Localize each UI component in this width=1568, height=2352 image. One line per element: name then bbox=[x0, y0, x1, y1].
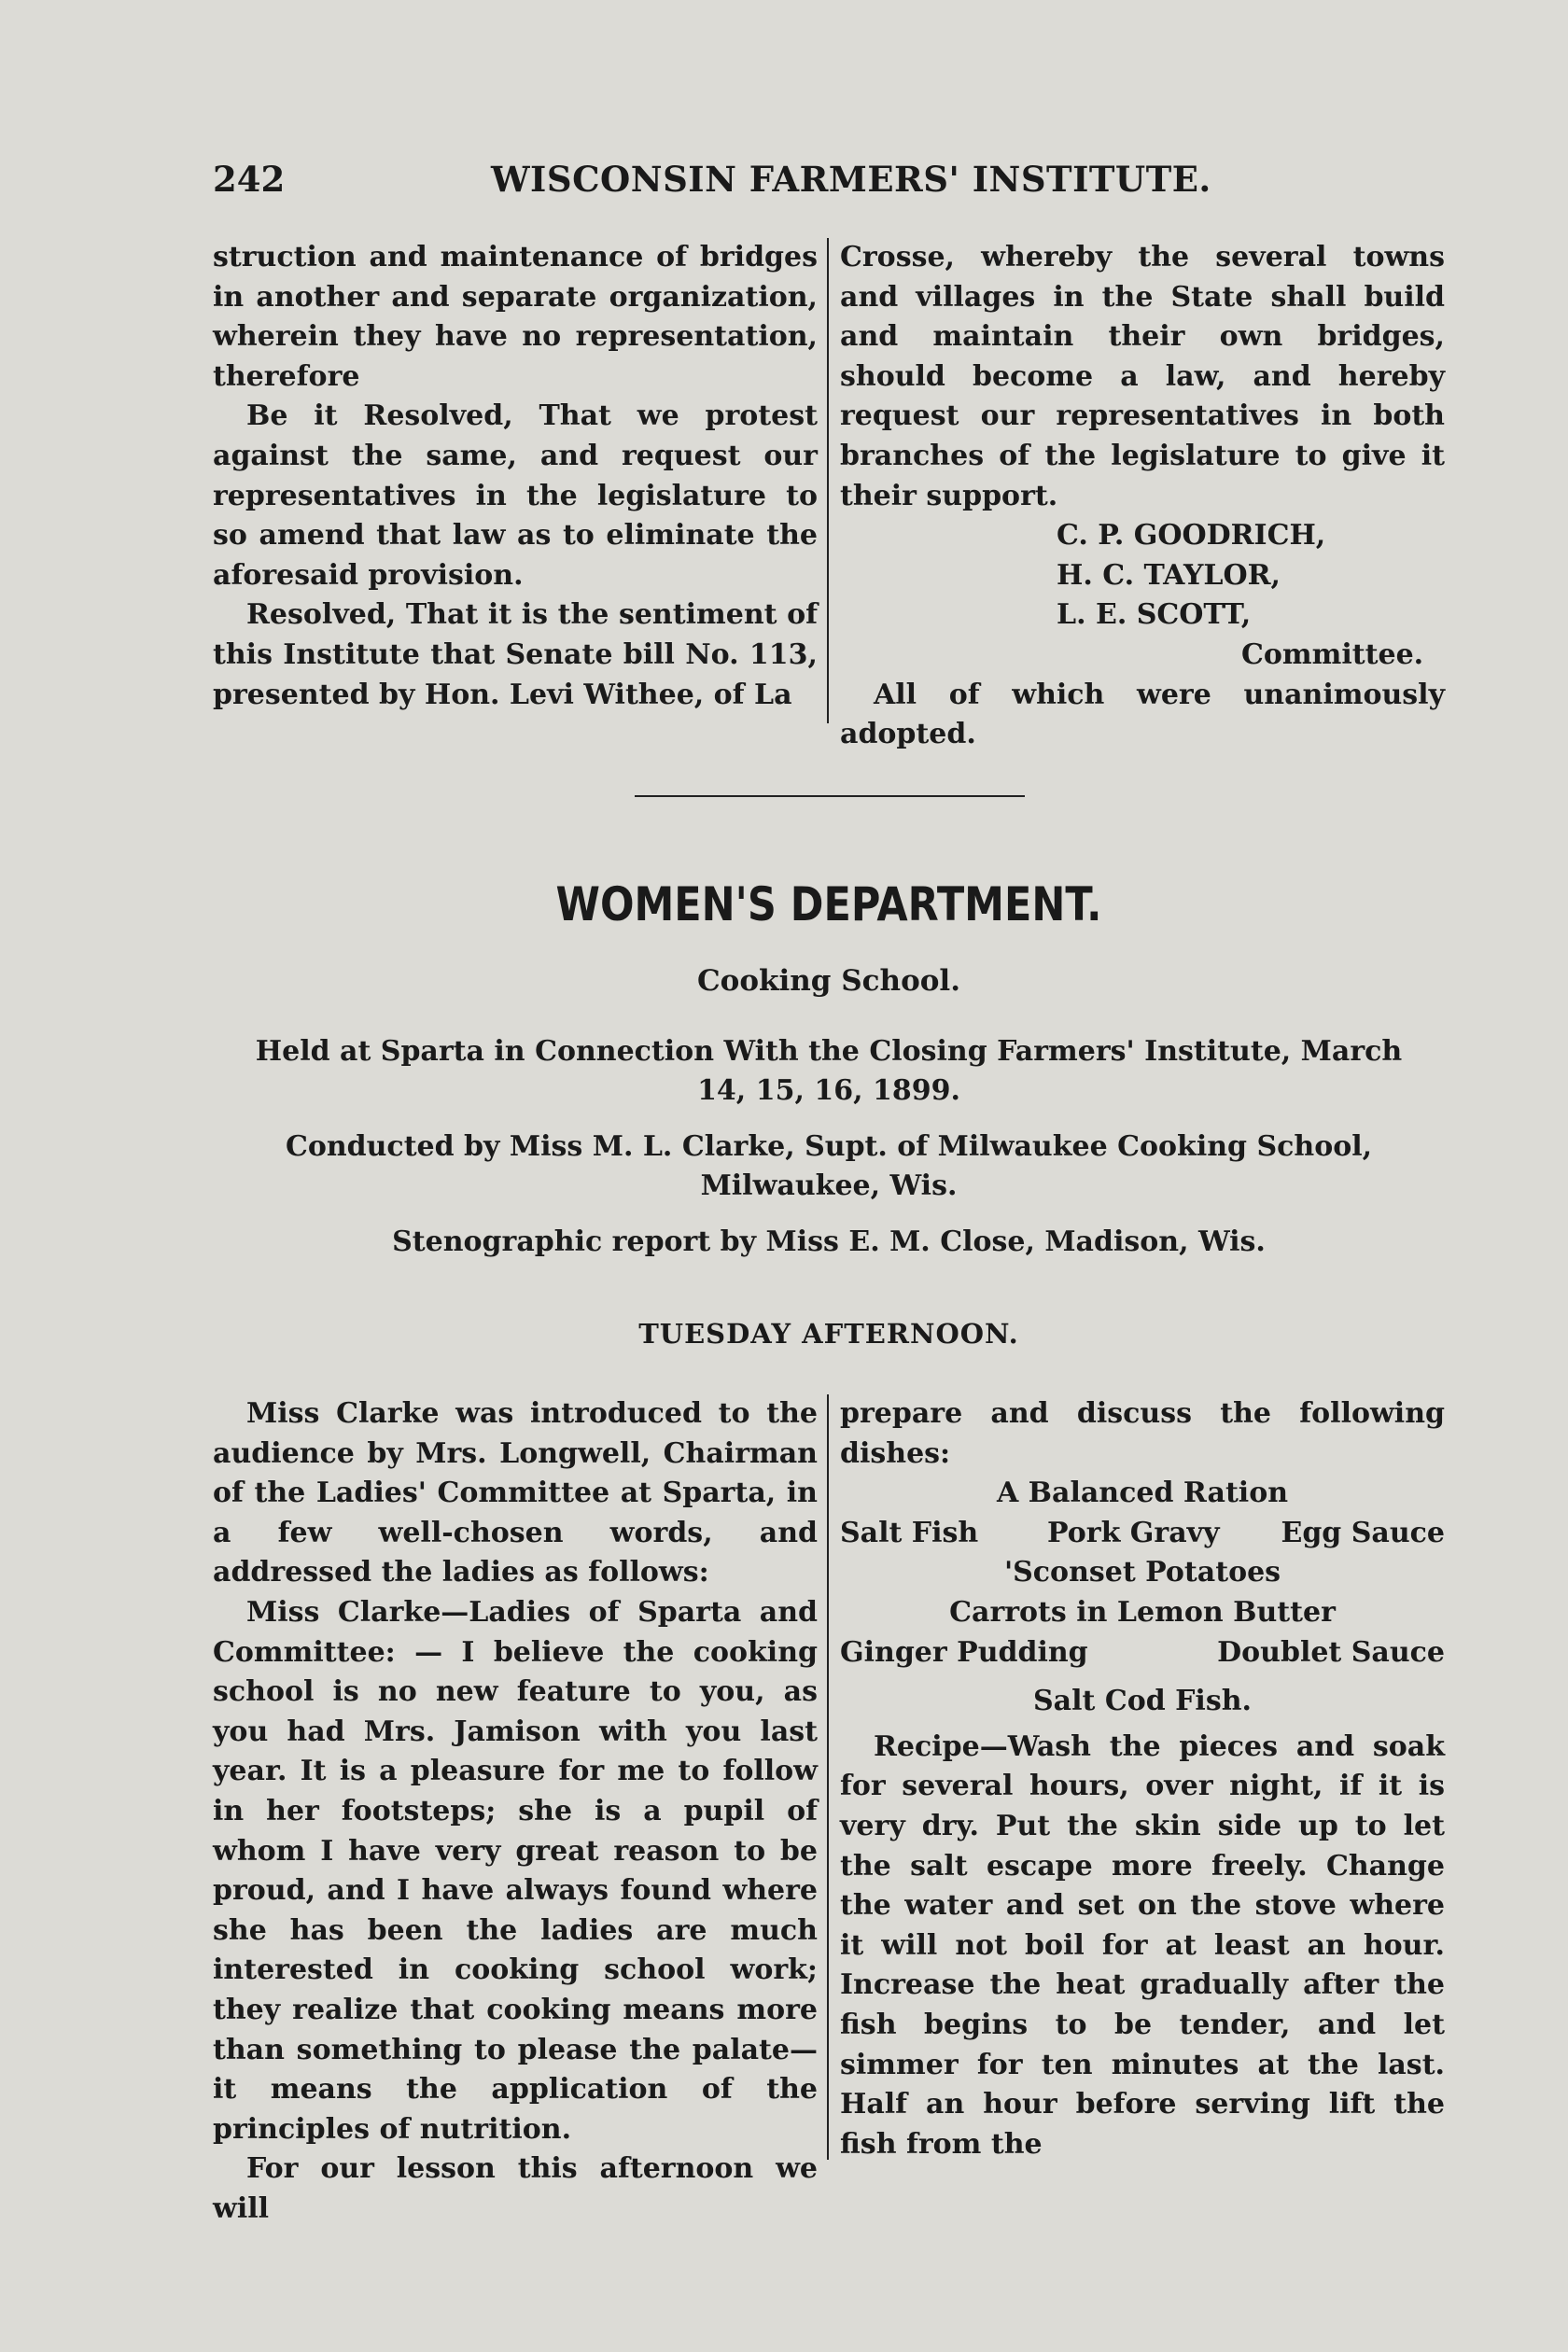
top-left-column bbox=[213, 238, 818, 715]
paragraph: prepare and discuss the following dishes: bbox=[840, 1397, 1445, 1470]
session-heading: TUESDAY AFTERNOON. bbox=[638, 1318, 1019, 1350]
menu-heading: A Balanced Ration bbox=[996, 1477, 1289, 1510]
menu-row bbox=[840, 1514, 1445, 1554]
section-rule bbox=[635, 795, 1025, 797]
closing-paragraph: All of which were unanimously adopted. bbox=[840, 678, 1445, 751]
committee-label: Committee. bbox=[1241, 637, 1424, 671]
paragraph: Miss Clarke was introduced to the audience by Mrs. Longwell, Chairman of the Ladies' Committee at Sparta, in a few well-chosen words, and addressed the ladies as follows: bbox=[213, 1397, 818, 1589]
menu-row bbox=[840, 1633, 1445, 1673]
recipe-heading: Salt Cod Fish. bbox=[1033, 1685, 1252, 1718]
paragraph: struction and maintenance of bridges in another and separate organization, wherein they have no representation, therefore bbox=[213, 241, 818, 393]
paragraph: Crosse, whereby the several towns and villages in the State shall build and maintain their own bridges, should become a law, and hereby request our representatives in both branches of the legislature to give it their support. bbox=[840, 241, 1445, 512]
running-head bbox=[213, 159, 1445, 205]
menu-item: Doublet Sauce bbox=[1217, 1635, 1445, 1669]
top-columns bbox=[213, 238, 1445, 751]
column-divider bbox=[827, 1394, 829, 2160]
paragraph: Be it Resolved, That we protest against the same, and request our representatives in the legislature to so amend that law as to eliminate the aforesaid provision. bbox=[213, 399, 818, 592]
menu-item: 'Sconset Potatoes bbox=[1003, 1556, 1281, 1589]
held-at-note: Held at Sparta in Connection With the Closing Farmers' Institute, March 14, 15, 16, 1899. bbox=[255, 1035, 1403, 1107]
signature-line: H. C. TAYLOR, bbox=[1057, 558, 1281, 592]
paragraph: For our lesson this afternoon we will bbox=[213, 2152, 818, 2225]
column-divider bbox=[827, 238, 829, 723]
page-number: 242 bbox=[213, 159, 286, 200]
top-right-column bbox=[840, 238, 1445, 755]
paragraph: Resolved, That it is the sentiment of this Institute that Senate bill No. 113, presented by Hon. Levi Withee, of La bbox=[213, 598, 818, 711]
menu-item: Carrots in Lemon Butter bbox=[949, 1595, 1336, 1629]
menu-item: Salt Fish bbox=[840, 1516, 979, 1549]
recipe-text: Recipe—Wash the pieces and soak for several hours, over night, if it is very dry. Put the skin side up to let the salt escape more freely. Change the water and set on the stove where it will not boil for at least an hour. Increase the heat gradually after the fish begins to be tender, and let simmer for ten minutes at the last. Half an hour before serving lift the fish from the bbox=[840, 1729, 1445, 2161]
section-title: WOMEN'S DEPARTMENT. bbox=[555, 877, 1102, 931]
menu-item: Ginger Pudding bbox=[840, 1635, 1088, 1669]
report-by-note: Stenographic report by Miss E. M. Close, Madison, Wis. bbox=[392, 1225, 1266, 1258]
menu-item: Pork Gravy bbox=[1047, 1516, 1220, 1549]
bottom-left-column bbox=[213, 1394, 818, 2229]
publication-title: WISCONSIN FARMERS' INSTITUTE. bbox=[491, 159, 1211, 200]
signature-line: L. E. SCOTT, bbox=[1057, 598, 1252, 632]
bottom-columns bbox=[213, 1394, 1445, 2225]
paragraph: Miss Clarke—Ladies of Sparta and Committee: — I believe the cooking school is no new feature to you, as you had Mrs. Jamison with you last year. It is a pleasure for me to follow in her footsteps; she is a pupil of whom I have very great reason to be proud, and I have always found where she has been the ladies are much interested in cooking school work; they realize that cooking means more than something to please the palate—it means the application of the principles of nutrition. bbox=[213, 1595, 818, 2146]
conducted-by-note: Conducted by Miss M. L. Clarke, Supt. of Milwaukee Cooking School, Milwaukee, Wis. bbox=[285, 1130, 1373, 1202]
menu-item: Egg Sauce bbox=[1281, 1516, 1445, 1549]
section-subtitle: Cooking School. bbox=[696, 964, 960, 998]
bottom-right-column bbox=[840, 1394, 1445, 2164]
signature-line: C. P. GOODRICH, bbox=[1057, 519, 1326, 553]
